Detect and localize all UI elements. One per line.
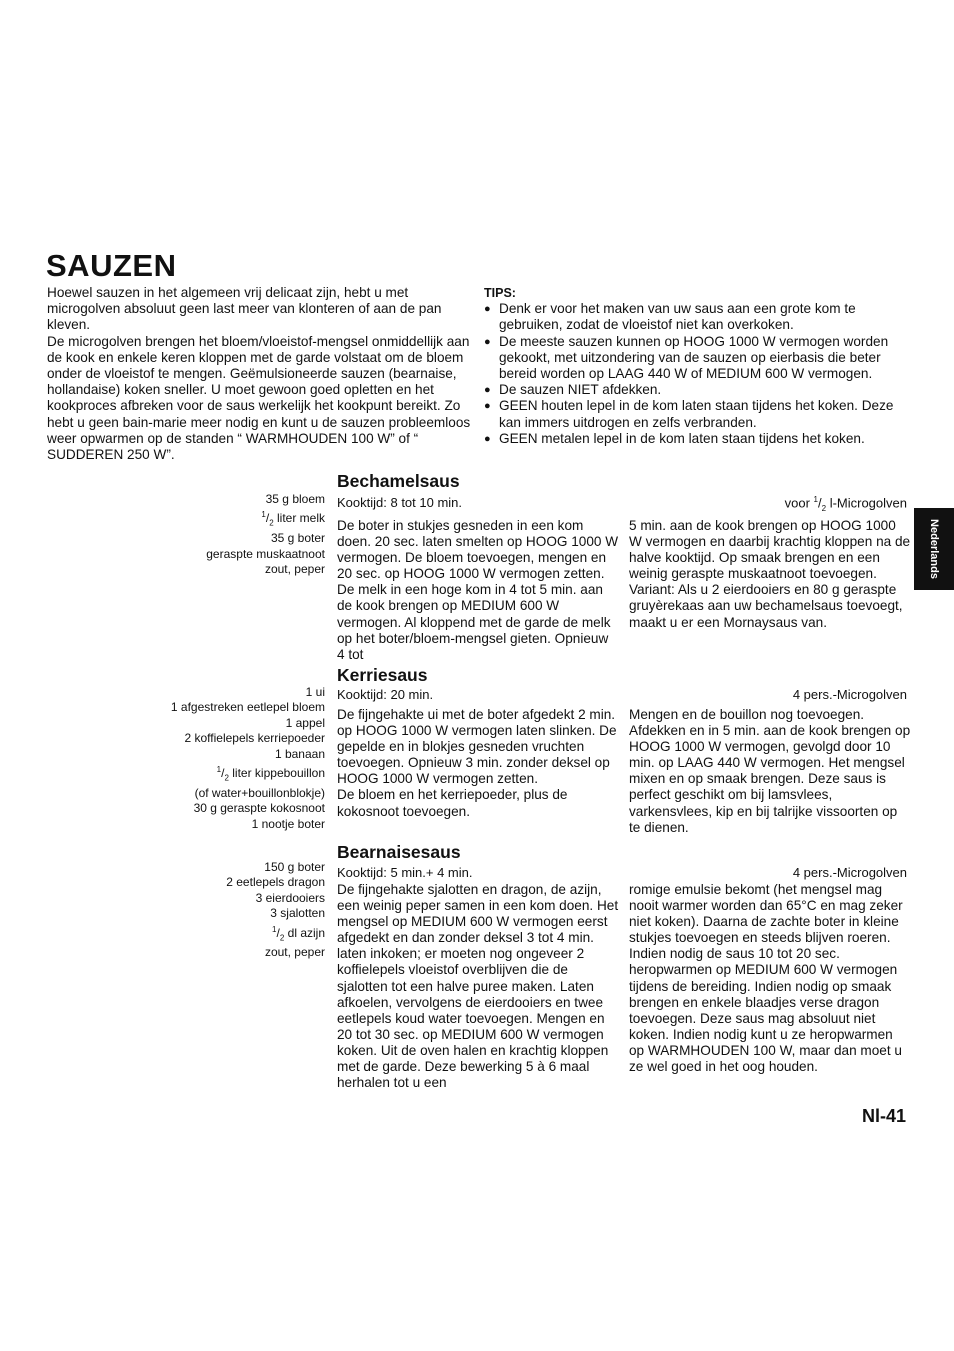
list-item: 35 g bloem [265,492,325,506]
list-item: 150 g boter [264,860,325,874]
list-item: ● De sauzen NIET afdekken. [484,382,909,398]
tips-list [484,301,909,447]
recipe-title-bechamel: Bechamelsaus [337,471,460,491]
page-title: SAUZEN [46,248,177,283]
list-item: 30 g geraspte kokosnoot [193,801,325,816]
list-item: ● GEEN metalen lepel in de kom laten staan tijdens het koken. [484,431,909,447]
recipe-amount: 4 pers.-Microgolven [792,865,907,880]
cooking-time: Kooktijd: 20 min. [337,687,434,702]
list-item: $^1/_2$ liter melk [261,510,325,528]
recipe-text-left: De fijngehakte sjalotten en dragon, de azijn, een weinig peper samen in een kom doen. Het mengsel op MEDIUM 600 W vermogen eerst afgedekt en dan zonder deksel 3 tot 4 min. laten inkoken; er moeten nog ongeveer 2 koffielepels vloeistof overblijven die de sjalotten tot een halve puree maken. Laten afkoelen, vervolgens de eierdooiers en twee eetlepels koud water toevoegen. Mengen en 20 tot 30 sec. op MEDIUM 600 W vermogen koken. Uit de oven halen en krachtig kloppen met de garde. Deze bewerking 5 à 6 maal herhalen tot u een [337,882,619,1091]
language-tab-label: Nederlands [928,519,940,579]
list-item: $^1/_2$ liter kippebouillon [216,765,325,783]
recipe-text-left: De fijngehakte ui met de boter afgedekt 2 min. op HOOG 1000 W vermogen laten slinken. De gepelde en in blokjes gesneden vruchten toevoegen. Opnieuw 3 min. zonder deksel op HOOG 1000 W vermogen zetten. De bloem en het kerriepoeder, plus de kokosnoot toevoegen. [337,707,617,819]
list-item: 2 eetlepels dragon [226,875,325,890]
list-item: (of water+bouillonblokje) [194,785,325,800]
tips-heading: TIPS: [484,286,516,300]
recipe-text-left: De boter in stukjes gesneden in een kom doen. 20 sec. laten smelten op HOOG 1000 W vermogen. De bloem toevoegen, mengen en 20 sec. op HOOG 1000 W vermogen zetten. De melk in een hoge kom in 4 tot 5 min. aan de kook brengen op MEDIUM 600 W vermogen. Al kloppend met de garde de melk op het boter/bloem-mengsel gieten. Opnieuw 4 tot [337,518,619,662]
cooking-time: Kooktijd: 8 tot 10 min. [337,495,463,510]
list-item: 3 sjalotten [270,906,325,921]
list-item: ● De meeste sauzen kunnen op HOOG 1000 W vermogen worden gekookt, met uitzondering van de sauzen op eierbasis die beter bereid worden op LAAG 440 W of MEDIUM 600 W vermogen. [484,334,909,383]
list-item: 1 nootje boter [251,816,325,831]
cooking-time: Kooktijd: 5 min.+ 4 min. [337,865,473,880]
list-item: 2 koffielepels kerriepoeder [184,731,325,746]
list-item: ● GEEN houten lepel in de kom laten staan tijdens het koken. Deze kan immers uitdrogen en zelfs verbranden. [484,398,909,430]
list-item: 3 eierdooiers [255,890,325,905]
ingredients-list [206,492,325,577]
list-item: 35 g boter [270,531,325,546]
recipe-amount: voor $^1/_2$ l-Microgolven [784,495,907,513]
intro-paragraph-2: De microgolven brengen het bloem/vloeistof-mengsel onmiddellijk aan de kook en enkele keren kloppen met de garde volstaat om de bloem onder de vloeistof te mengen. Geëmulsioneerde sauzen (bearnaise, hollandaise) koken sneller. U moet gewoon goed opletten en het kookproces afbreken voor de saus werkelijk het kookpunt bereikt. Zo hebt u geen bain-marie meer nodig en kunt u de sauzen probleemloos weer opwarmen op de standen “ WARMHOUDEN 100 W” of “ SUDDEREN 250 W”. [47,333,471,463]
list-item: zout, peper [264,945,325,960]
tips-section [484,285,909,447]
list-item: ● Denk er voor het maken van uw saus aan een grote kom te gebruiken, zodat de vloeistof niet kan overkoken. [484,301,909,333]
list-item: zout, peper [264,562,325,577]
recipe-text-right: Mengen en de bouillon nog toevoegen. Afdekken en in 5 min. aan de kook brengen op HOOG 1000 W vermogen, gevolgd door 10 min. op LAAG 440 W vermogen. Het mengsel mixen en op smaak brengen. Deze saus is perfect geschikt om bij lamsvlees, varkensvlees, kip en bij talrijke vissoorten op te dienen. [629,707,911,835]
ingredients-list [171,685,325,832]
recipe-title-kerrie: Kerriesaus [337,665,428,685]
list-item: 1 afgestreken eetlepel bloem [170,700,325,715]
ingredients-list [226,860,325,961]
list-item: 1 ui [305,685,325,699]
list-item: $^1/_2$ dl azijn [272,924,325,943]
page-number: Nl-41 [861,1106,906,1126]
intro-paragraph-1: Hoewel sauzen in het algemeen vrij delicaat zijn, hebt u met microgolven absoluut geen last meer van klonteren of aan de pan kleven. [47,285,442,333]
recipe-title-bearnaise: Bearnaisesaus [337,842,461,862]
recipe-amount: 4 pers.-Microgolven [792,687,907,702]
recipe-text-right: romige emulsie bekomt (het mengsel mag nooit warmer worden dan 65°C en mag zeker niet koken). Daarna de zachte boter in kleine stukjes toevoegen en steeds blijven roeren. Indien nodig de saus 10 tot 20 sec. heropwarmen op MEDIUM 600 W vermogen tijdens de bereiding. Indien nodig op smaak brengen en enkele blaadjes verse dragon toevoegen. Deze saus mag absoluut niet koken. Indien nodig kunt u ze heropwarmen op WARMHOUDEN 100 W, maar dan moet u ze wel goed in het oog houden. [629,882,903,1075]
language-tab [914,508,954,590]
intro-text [47,285,472,463]
recipe-text-right: 5 min. aan de kook brengen op HOOG 1000 W vermogen en daarbij krachtig kloppen na de halve kooktijd. Op smaak brengen en een weinig geraspte muskaatnoot toevoegen. Variant: Als u 2 eierdooiers en 80 g geraspte gruyèrekaas aan uw bechamelsaus toevoegt, maakt u er een Mornaysaus van. [629,518,911,630]
list-item: 1 appel [285,715,325,730]
list-item: 1 banaan [274,746,325,761]
list-item: geraspte muskaatnoot [206,546,325,561]
